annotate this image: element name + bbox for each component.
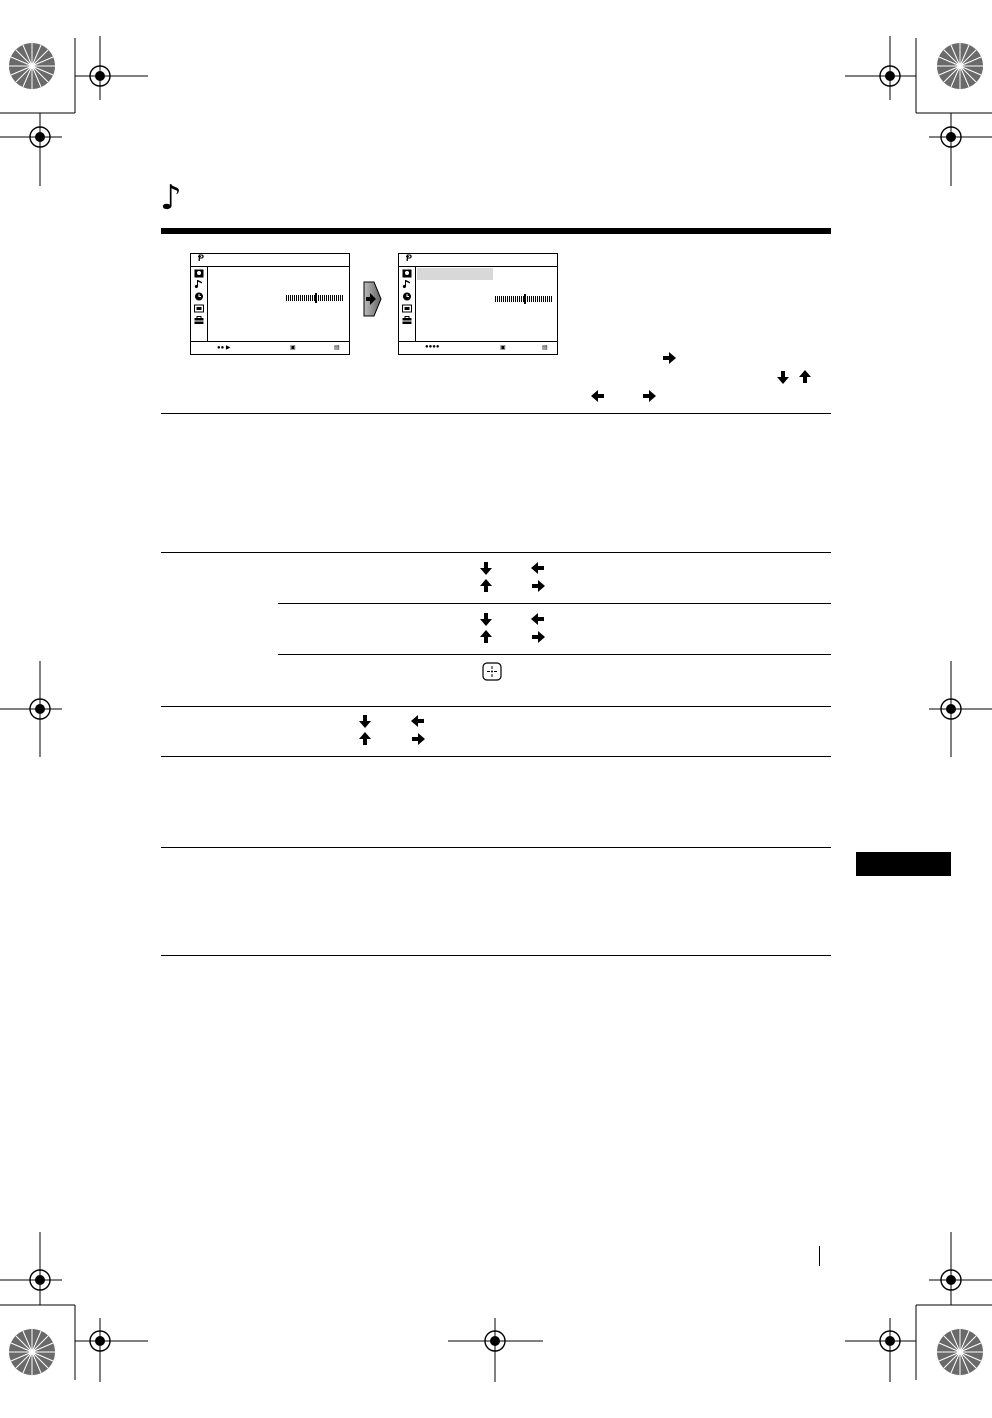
page-number-divider [819, 1246, 820, 1266]
table-rule [161, 847, 831, 848]
down-arrow-icon [478, 560, 494, 576]
ok-button-icon: ▣ [500, 345, 506, 351]
menu-button-icon: ▤ [334, 345, 340, 351]
select-arrows-icon: ●● ▶ [217, 345, 231, 351]
right-arrow-icon [530, 629, 546, 645]
sound-menu-icon [402, 280, 412, 289]
ok-button-icon: ▣ [290, 345, 296, 351]
menu-icon-column [191, 267, 208, 341]
highlighted-menu-row [417, 268, 493, 280]
setup-menu-icon [194, 304, 204, 313]
left-arrow-icon [590, 388, 606, 404]
menu-icon-column [399, 267, 416, 341]
level-slider [495, 296, 553, 302]
select-arrows-icon: ●●●● [425, 344, 440, 350]
right-arrow-icon [530, 578, 546, 594]
table-rule [161, 756, 831, 757]
language-tab-marker [856, 852, 951, 876]
screen-bottom-bar [191, 341, 349, 354]
level-slider [286, 295, 344, 301]
right-arrow-icon [661, 350, 677, 366]
sound-menu-screen-before [190, 253, 350, 355]
screen-top-bar [191, 254, 349, 267]
timer-menu-icon [402, 292, 412, 301]
table-subrule [278, 654, 831, 655]
picture-menu-icon [402, 269, 412, 278]
enter-button-icon [482, 662, 502, 681]
down-arrow-icon [775, 369, 791, 385]
features-menu-icon [194, 316, 204, 325]
up-arrow-icon [357, 731, 373, 747]
timer-menu-icon [194, 292, 204, 301]
section-header-bar [161, 228, 831, 234]
setup-menu-icon [402, 304, 412, 313]
right-arrow-icon [641, 388, 657, 404]
slider-knob [524, 294, 526, 304]
screen-top-bar [399, 254, 557, 267]
up-arrow-icon [478, 629, 494, 645]
table-rule [161, 955, 831, 956]
music-note-icon: ♪ [160, 178, 182, 218]
left-arrow-icon [530, 560, 546, 576]
table-rule [161, 413, 831, 414]
left-arrow-icon [530, 611, 546, 627]
sound-menu-icon [194, 280, 204, 289]
picture-menu-icon [194, 269, 204, 278]
features-menu-icon [402, 316, 412, 325]
up-arrow-icon [797, 369, 813, 385]
screen-bottom-bar [399, 341, 557, 354]
sound-menu-screen-after [398, 253, 558, 355]
table-subrule [278, 603, 831, 604]
down-arrow-icon [357, 713, 373, 729]
return-icon: Ᵽ [406, 253, 413, 263]
next-step-arrow-icon [363, 281, 382, 317]
menu-button-icon: ▤ [542, 345, 548, 351]
slider-knob [315, 293, 317, 303]
return-icon: Ᵽ [198, 253, 205, 263]
left-arrow-icon [410, 713, 426, 729]
right-arrow-icon [410, 731, 426, 747]
table-rule [161, 706, 831, 707]
table-rule [161, 552, 831, 553]
up-arrow-icon [478, 578, 494, 594]
down-arrow-icon [478, 611, 494, 627]
